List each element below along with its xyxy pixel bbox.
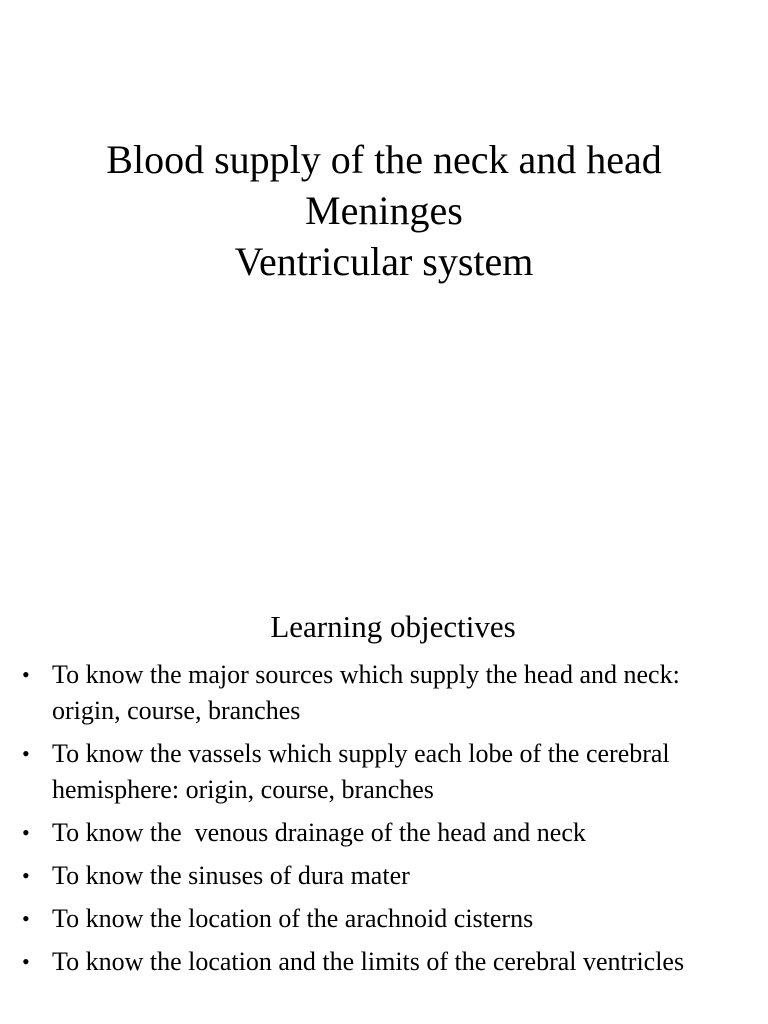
title-line: Meninges bbox=[305, 188, 463, 233]
slide-title bbox=[0, 134, 768, 287]
bullet-icon: • bbox=[22, 820, 30, 845]
list-item bbox=[0, 815, 720, 851]
objective-text: To know the vassels which supply each lobe of the cerebral hemisphere: origin, course, branches bbox=[52, 739, 670, 804]
title-line: Ventricular system bbox=[234, 239, 534, 284]
bullet-icon: • bbox=[22, 949, 30, 974]
objective-text: To know the location and the limits of the cerebral ventricles bbox=[52, 947, 685, 976]
list-item bbox=[0, 944, 720, 980]
list-item bbox=[0, 858, 720, 894]
objective-text: To know the sinuses of dura mater bbox=[52, 861, 410, 890]
objective-text: To know the venous drainage of the head and neck bbox=[52, 818, 586, 847]
bullet-icon: • bbox=[22, 662, 30, 687]
list-item bbox=[0, 736, 720, 808]
objective-text: To know the location of the arachnoid cisterns bbox=[52, 904, 534, 933]
title-line: Blood supply of the neck and head bbox=[106, 137, 662, 182]
objectives-list bbox=[0, 657, 720, 987]
bullet-icon: • bbox=[22, 906, 30, 931]
learning-objectives-heading: Learning objectives bbox=[270, 609, 516, 644]
list-item bbox=[0, 901, 720, 937]
bullet-icon: • bbox=[22, 863, 30, 888]
bullet-icon: • bbox=[22, 741, 30, 766]
objective-text: To know the major sources which supply the head and neck: origin, course, branches bbox=[52, 660, 680, 725]
list-item bbox=[0, 657, 720, 729]
